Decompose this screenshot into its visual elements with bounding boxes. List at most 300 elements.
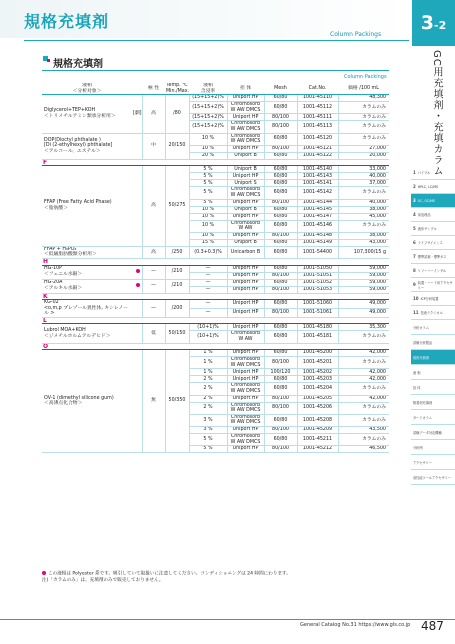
catalog-number: 1001-45110 — [297, 95, 338, 102]
mesh-size: 80/100 — [264, 114, 297, 121]
catalog-number: 1001-51050 — [297, 265, 338, 272]
price: カラムのみ — [338, 133, 389, 145]
hazard-mark — [132, 265, 142, 279]
support-name: Uniport HP — [227, 232, 264, 239]
side-nav-item-number: 7 — [413, 254, 416, 259]
support-name: Unicarbon B — [227, 246, 264, 258]
liquid-phase-name: FFAP + H₃PO₄ ＜低級脂肪酸類分析用＞ — [42, 246, 132, 258]
price: 59,000 — [338, 265, 389, 272]
price: 43,500 — [338, 427, 389, 434]
price: カラムのみ — [338, 220, 389, 232]
mesh-size: 60/80 — [264, 133, 297, 145]
support-name: Uniport B — [227, 206, 264, 213]
price: 45,000 — [338, 213, 389, 220]
polarity: — — [142, 265, 165, 279]
mesh-size: 60/80 — [264, 376, 297, 383]
mesh-size: 80/100 — [264, 286, 297, 293]
letter-divider-row — [42, 159, 389, 166]
price: 42,000 — [338, 369, 389, 376]
section-divider — [42, 70, 389, 71]
catalog-number: 1001-45181 — [297, 331, 338, 343]
hazard-mark — [132, 246, 142, 258]
chapter-number: 3 — [420, 12, 434, 34]
table-row — [42, 133, 389, 145]
warning-dot-icon — [136, 283, 140, 287]
packings-table — [42, 83, 389, 453]
mesh-size: 60/80 — [264, 414, 297, 426]
side-nav-item[interactable] — [411, 180, 455, 194]
table-row — [42, 350, 389, 357]
page-number: 487 — [421, 619, 444, 633]
price: 59,000 — [338, 279, 389, 286]
mesh-size: 60/80 — [264, 383, 297, 395]
mesh-size: 60/80 — [264, 206, 297, 213]
price: カラムのみ — [338, 114, 389, 121]
letter-label: L — [42, 317, 389, 324]
load-percent: — — [189, 300, 227, 309]
side-nav-item[interactable] — [411, 264, 455, 278]
price: カラムのみ — [338, 402, 389, 414]
price: 59,000 — [338, 286, 389, 293]
price: 38,000 — [338, 206, 389, 213]
note-1: この液相は Polyester 系です。吸引していて取扱いに注意してください。コンディショニングは 24 時間にわります。 — [42, 571, 291, 578]
mesh-size: 60/80 — [264, 265, 297, 272]
col-liquid: 液相 ＜分析対象＞ — [42, 83, 132, 95]
side-nav-item-number: 2 — [413, 184, 416, 189]
warning-dot-icon — [136, 269, 140, 273]
load-percent: 1 % — [189, 369, 227, 376]
mesh-size: 60/80 — [264, 152, 297, 159]
hazard-mark — [132, 300, 142, 318]
table-row — [42, 246, 389, 258]
side-nav-secondary-item[interactable]: 高性能ツールアクセサリー — [411, 470, 455, 485]
price: カラムのみ — [338, 383, 389, 395]
side-nav-item[interactable] — [411, 278, 455, 292]
chapter-badge — [412, 0, 455, 46]
polarity: — — [142, 300, 165, 318]
footer-divider — [0, 619, 455, 620]
price: 38,000 — [338, 232, 389, 239]
support-name: Chromosorb W AW DMCS — [227, 133, 264, 145]
mesh-size: 60/80 — [264, 239, 297, 246]
mesh-size: 80/100 — [264, 427, 297, 434]
catalog-number: 1001-45144 — [297, 199, 338, 206]
polarity: — — [142, 279, 165, 293]
side-nav-item-label: ライフサイエンス — [417, 241, 443, 245]
catalog-number: 1001-51061 — [297, 308, 338, 317]
polarity: 無 — [142, 350, 165, 453]
support-name: Uniport HP — [227, 199, 264, 206]
load-percent: — — [189, 308, 227, 317]
support-name: Uniport HP — [227, 272, 264, 279]
catalog-number: 1001-45121 — [297, 145, 338, 152]
support-name: Uniport HP — [227, 265, 264, 272]
temperature-range: /210 — [165, 279, 189, 293]
side-nav-item-number: 4 — [413, 212, 416, 217]
catalog-number: 1001-45203 — [297, 376, 338, 383]
catalog-number: 1001-45149 — [297, 239, 338, 246]
side-nav-item-label: ICP分析装置 — [420, 297, 439, 301]
mesh-size: 80/100 — [264, 308, 297, 317]
mesh-size: 60/80 — [264, 166, 297, 173]
hazard-mark — [132, 324, 142, 343]
section-title: 規格充填剤 — [53, 59, 103, 70]
mesh-size: 60/80 — [264, 187, 297, 199]
side-nav-secondary-item[interactable]: 試験分析製品 — [411, 335, 455, 350]
footer-text: General Catalog No.31 https://www.gls.co.jp — [300, 622, 411, 628]
side-nav-item[interactable] — [411, 194, 455, 208]
side-nav-secondary-item[interactable]: 吸着剤充填剤 — [411, 395, 455, 410]
catalog-number: 1001-45200 — [297, 350, 338, 357]
liquid-phase-name: Lubrol MOA+KOH ＜ジメチルホルムアルデヒド＞ — [42, 324, 132, 343]
side-nav-item-label: リソーバーインザル — [417, 269, 447, 273]
catalog-number: 1001-45180 — [297, 324, 338, 331]
side-nav-item[interactable] — [411, 306, 455, 320]
load-percent: 10 % — [189, 133, 227, 145]
col-polarity: 極 性 — [142, 83, 165, 95]
hazard-mark — [132, 279, 142, 293]
price: 35,300 — [338, 324, 389, 331]
table-header-row — [42, 83, 389, 95]
table-row — [42, 166, 389, 173]
load-percent: 5 % — [189, 199, 227, 206]
col-temp: Temp. ℃ Min./Max. — [166, 83, 189, 94]
mesh-size: 60/80 — [264, 246, 297, 258]
price: 40,000 — [338, 199, 389, 206]
temperature-range: /200 — [165, 300, 189, 318]
side-nav-secondary-item[interactable]: 担 体 — [411, 380, 455, 395]
load-percent: 5 % — [189, 173, 227, 180]
load-percent: (15+15+2)% — [189, 102, 227, 114]
catalog-number: 1001-51051 — [297, 272, 338, 279]
temperature-range: 50/150 — [165, 324, 189, 343]
price: 27,000 — [338, 145, 389, 152]
support-name: Uniport HP — [227, 114, 264, 121]
load-percent: — — [189, 272, 227, 279]
load-percent: 10 % — [189, 145, 227, 152]
price: 46,500 — [338, 446, 389, 453]
support-name: Uniport HP — [227, 286, 264, 293]
liquid-phase-name: HG-10P ＜フェニル水銀＞ — [42, 265, 132, 279]
load-percent: (15+15+2)% — [189, 114, 227, 121]
temperature-range: /210 — [165, 265, 189, 279]
catalog-number: 1001-45145 — [297, 206, 338, 213]
side-nav-item-number: 3 — [413, 198, 416, 203]
mesh-size: 60/80 — [264, 279, 297, 286]
polarity: 高 — [142, 95, 165, 133]
mesh-size: 60/80 — [264, 331, 297, 343]
support-name: Uniport HP — [227, 308, 264, 317]
catalog-number: 1001-45120 — [297, 133, 338, 145]
side-nav-secondary-item[interactable]: 分析例 — [411, 440, 455, 455]
side-nav-item-number: 6 — [413, 240, 416, 245]
load-percent: — — [189, 286, 227, 293]
letter-divider-row — [42, 343, 389, 350]
mesh-size: 60/80 — [264, 213, 297, 220]
support-name: Uniport B — [227, 166, 264, 173]
catalog-number: 1001-45122 — [297, 152, 338, 159]
load-percent: 5 % — [189, 187, 227, 199]
warning-dot-icon — [42, 571, 46, 575]
load-percent: — — [189, 265, 227, 272]
support-name: Uniport HP — [227, 95, 264, 102]
price: カラムのみ — [338, 357, 389, 369]
mesh-size: 80/100 — [264, 395, 297, 402]
temperature-range: /250 — [165, 246, 189, 258]
mesh-size: 60/80 — [264, 95, 297, 102]
load-percent: 10 % — [189, 220, 227, 232]
side-nav-item-number: 8 — [413, 268, 416, 273]
load-percent: (10+1)% — [189, 324, 227, 331]
load-percent: 2 % — [189, 383, 227, 395]
price: カラムのみ — [338, 331, 389, 343]
side-nav — [411, 166, 455, 320]
price: カラムのみ — [338, 121, 389, 133]
temperature-range: /80 — [165, 95, 189, 133]
price: 107,300/15 g — [338, 246, 389, 258]
load-percent: 10 % — [189, 206, 227, 213]
support-name: Uniport HP — [227, 173, 264, 180]
mesh-size: 60/80 — [264, 350, 297, 357]
price: カラムのみ — [338, 434, 389, 446]
mesh-size: 100/120 — [264, 369, 297, 376]
side-nav-secondary-item[interactable]: 規格充填剤 — [411, 350, 455, 365]
support-name: Uniport B — [227, 239, 264, 246]
load-percent: 1 % — [189, 350, 227, 357]
liquid-phase-name: HG-20A ＜アルキル水銀＞ — [42, 279, 132, 293]
liquid-phase-name: OV-1 (dimethyl silicone gum) ＜高沸点化合物＞ — [42, 350, 132, 453]
side-nav-item-label: 技術テクニカル — [420, 311, 443, 315]
catalog-number: 1001-54400 — [297, 246, 338, 258]
support-name: Uniport HP — [227, 300, 264, 309]
catalog-number: 1001-45206 — [297, 402, 338, 414]
catalog-number: 1001-45112 — [297, 102, 338, 114]
load-percent: (15+15+2)% — [189, 95, 227, 102]
side-nav-item-label: 標準試薬・標準ガス — [417, 255, 447, 259]
support-name: Chromosorb W AW DMCS — [227, 434, 264, 446]
polarity: 低 — [142, 324, 165, 343]
letter-label: F — [42, 159, 389, 166]
catalog-number: 1001-45111 — [297, 114, 338, 121]
letter-label: K — [42, 293, 389, 300]
catalog-number: 1001-45146 — [297, 220, 338, 232]
mesh-size: 80/100 — [264, 357, 297, 369]
col-mark — [132, 83, 142, 95]
mesh-size: 60/80 — [264, 180, 297, 187]
section-marker-accent-icon — [47, 59, 50, 62]
support-name: Uniport HP — [227, 279, 264, 286]
support-name: Uniport HP — [227, 376, 264, 383]
mesh-size: 80/100 — [264, 199, 297, 206]
side-nav-secondary-item[interactable]: アクセサリー — [411, 455, 455, 470]
support-name: Chromosorb W AW DMCS — [227, 187, 264, 199]
support-name: Chromosorb W AW DMCS — [227, 357, 264, 369]
catalog-number: 1001-45201 — [297, 357, 338, 369]
mesh-size: 80/100 — [264, 402, 297, 414]
price: 40,000 — [338, 173, 389, 180]
catalog-number: 1001-45141 — [297, 180, 338, 187]
price: 20,000 — [338, 152, 389, 159]
catalog-number: 1001-45209 — [297, 427, 338, 434]
mesh-size: 60/80 — [264, 324, 297, 331]
mesh-size: 60/80 — [264, 102, 297, 114]
support-name: Chromosorb W AW DMCS — [227, 102, 264, 114]
load-percent: (0.3+0.3)% — [189, 246, 227, 258]
letter-label: H — [42, 258, 389, 265]
mesh-size: 80/100 — [264, 121, 297, 133]
chapter-subnumber: -2 — [434, 19, 447, 32]
table-row — [42, 279, 389, 286]
catalog-number: 1001-45202 — [297, 369, 338, 376]
note-2: 注)「カラムのみ」は、充填剤のみで販売しておりません。 — [42, 578, 164, 583]
letter-divider-row — [42, 293, 389, 300]
side-nav-item[interactable] — [411, 250, 455, 264]
letter-divider-row — [42, 258, 389, 265]
catalog-number: 1001-45205 — [297, 395, 338, 402]
side-nav-secondary-item[interactable]: 試験データ対応機種 — [411, 425, 455, 440]
col-cat: Cat.No. — [297, 83, 338, 95]
support-name: Uniport HP — [227, 427, 264, 434]
price: 37,000 — [338, 180, 389, 187]
mesh-size: 80/100 — [264, 232, 297, 239]
side-nav-item-number: 11 — [413, 310, 419, 315]
catalog-number: 1001-45211 — [297, 434, 338, 446]
support-name: Uniport HP — [227, 324, 264, 331]
table-row — [42, 95, 389, 102]
catalog-number: 1001-51053 — [297, 286, 338, 293]
side-nav-item-label: パイプル — [417, 171, 431, 175]
price: 49,000 — [338, 300, 389, 309]
support-name: Chromosorb W AW DMCS — [227, 414, 264, 426]
price: カラムのみ — [338, 102, 389, 114]
price: 48,300 — [338, 95, 389, 102]
notes — [42, 571, 291, 585]
side-nav-item-number: 5 — [413, 226, 416, 231]
support-name: Uniport B — [227, 152, 264, 159]
load-percent: — — [189, 279, 227, 286]
section-subtitle: Column Packings — [344, 74, 387, 80]
price: 49,000 — [338, 308, 389, 317]
vertical-chapter-title: GC用充填剤・充填カラム — [431, 50, 442, 177]
col-mesh: Mesh — [264, 83, 297, 95]
support-name: Uniport HP — [227, 213, 264, 220]
hazard-mark: [劇] — [132, 95, 142, 133]
side-nav-item-number: 10 — [413, 296, 419, 301]
polarity: 高 — [142, 246, 165, 258]
catalog-number: 1001-45212 — [297, 446, 338, 453]
catalog-number: 1001-45147 — [297, 213, 338, 220]
side-nav-item[interactable] — [411, 166, 455, 180]
price: カラムのみ — [338, 414, 389, 426]
load-percent: 10 % — [189, 232, 227, 239]
mesh-size: 60/80 — [264, 173, 297, 180]
price: 33,000 — [338, 166, 389, 173]
mesh-size: 80/100 — [264, 272, 297, 279]
load-percent: (15+15+2)% — [189, 121, 227, 133]
support-name: Chromosorb W AW — [227, 220, 264, 232]
side-nav-item-number: 1 — [413, 170, 416, 175]
support-name: Chromosorb W AW DMCS — [227, 402, 264, 414]
letter-divider-row — [42, 317, 389, 324]
side-nav-item-label: HPLC, LC/MS — [417, 184, 438, 189]
support-name: Uniport S — [227, 180, 264, 187]
table-row — [42, 265, 389, 272]
support-name: Chromosorb W AW DMCS — [227, 121, 264, 133]
mesh-size: 80/100 — [264, 446, 297, 453]
load-percent: 5 % — [189, 180, 227, 187]
catalog-number: 1001-51060 — [297, 300, 338, 309]
mesh-size: 60/80 — [264, 300, 297, 309]
header-divider — [24, 40, 409, 41]
side-nav-secondary — [411, 320, 455, 485]
support-name: Chromosorb W AW DMCS — [227, 383, 264, 395]
mesh-size: 80/100 — [264, 145, 297, 152]
support-name: Uniport HP — [227, 145, 264, 152]
mesh-size: 60/80 — [264, 434, 297, 446]
liquid-phase-name: FFAP (Free Fatty Acid Phase) ＜脂肪酸＞ — [42, 166, 132, 246]
load-percent: 5 % — [189, 446, 227, 453]
price: 42,000 — [338, 350, 389, 357]
support-name: Uniport HP — [227, 395, 264, 402]
load-percent: 2 % — [189, 402, 227, 414]
col-load: 液相 含浸率 — [189, 83, 227, 95]
liquid-phase-name: DOP(Dioctyl phthalate ) [Di (2-ethylhexyl) phthalate] ＜アルコール、エステル＞ — [42, 133, 132, 159]
support-name: Chromosorb W AW — [227, 331, 264, 343]
load-percent: 5 % — [189, 166, 227, 173]
catalog-number: 1001-51052 — [297, 279, 338, 286]
liquid-phase-name: KG-02 <o,m,p プレゾール異性体, キシレノール > — [42, 300, 132, 318]
hazard-mark — [132, 133, 142, 159]
load-percent: (10+1)% — [189, 331, 227, 343]
catalog-number: 1001-45204 — [297, 383, 338, 395]
load-percent: 2 % — [189, 395, 227, 402]
polarity: 中 — [142, 133, 165, 159]
col-price: 価格 /100 mL — [338, 83, 389, 95]
polarity: 高 — [142, 166, 165, 246]
col-support: 担 体 — [227, 83, 264, 95]
price: 42,000 — [338, 395, 389, 402]
load-percent: 20 % — [189, 152, 227, 159]
page-title: 規格充填剤 — [24, 12, 110, 31]
load-percent: 5 % — [189, 434, 227, 446]
side-nav-item[interactable] — [411, 208, 455, 222]
side-nav-item-label: 装置・ハード用アクセサリー — [417, 280, 453, 290]
letter-label: O — [42, 343, 389, 350]
side-nav-secondary-item[interactable]: 液 相 — [411, 365, 455, 380]
price: 42,000 — [338, 376, 389, 383]
side-nav-item[interactable] — [411, 236, 455, 250]
load-percent: 15 % — [189, 239, 227, 246]
catalog-number: 1001-45142 — [297, 187, 338, 199]
load-percent: 2 % — [189, 376, 227, 383]
load-percent: 1 % — [189, 357, 227, 369]
load-percent: 3 % — [189, 427, 227, 434]
load-percent: 10 % — [189, 213, 227, 220]
price: 59,000 — [338, 272, 389, 279]
catalog-number: 1001-45208 — [297, 414, 338, 426]
support-name: Uniport HP — [227, 446, 264, 453]
side-nav-secondary-item[interactable]: ガードカラム — [411, 410, 455, 425]
side-nav-secondary-item[interactable]: 分析カラム — [411, 320, 455, 335]
side-nav-item[interactable] — [411, 222, 455, 236]
catalog-number: 1001-45148 — [297, 232, 338, 239]
side-nav-item-label: GC, GC/MS — [417, 198, 436, 203]
catalog-number: 1001-45143 — [297, 173, 338, 180]
side-nav-item[interactable] — [411, 292, 455, 306]
mesh-size: 60/80 — [264, 220, 297, 232]
liquid-phase-name: Diglycerol+TEP+KOH ＜トリメチルアミン類承分析用＞ — [42, 95, 132, 133]
temperature-range: 50/350 — [165, 350, 189, 453]
